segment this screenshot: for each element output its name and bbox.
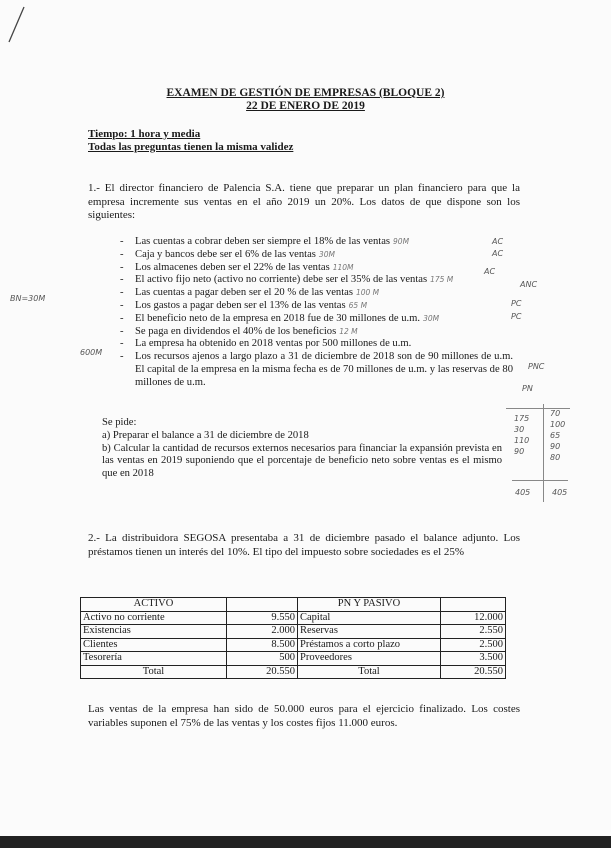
list-item: - Los gastos a pagar deben ser el 13% de las ventas 65 M: [118, 300, 513, 313]
question-1-intro: 1.- El director financiero de Palencia S.A. tiene que preparar un plan financiero para que la empresa incremente sus ventas en el año 2019 un 20%. Los datos de que dispone son los siguientes:: [88, 182, 520, 221]
margin-total-liabilities: 405: [552, 488, 568, 497]
question-1-tasks: [102, 417, 502, 481]
margin-rule: [506, 408, 570, 409]
list-item: - El beneficio neto de la empresa en 2018 fue de 30 millones de u.m. 30M: [118, 313, 513, 326]
validity-note: Todas las preguntas tienen la misma validez: [88, 141, 294, 153]
tasks-label: Se pide:: [102, 417, 137, 428]
list-item: - Los almacenes deben ser el 22% de las ventas 110M: [118, 262, 513, 275]
margin-sum-column-assets: 175 30 110 90: [514, 414, 530, 456]
table-row: Activo no corriente 9.550 Capital 12.000: [81, 611, 506, 625]
time-limit: Tiempo: 1 hora y media: [88, 128, 201, 140]
table-row: Existencias 2.000 Reservas 2.550: [81, 625, 506, 639]
balance-sheet-table: [80, 597, 506, 679]
table-row: Clientes 8.500 Préstamos a corto plazo 2.500: [81, 638, 506, 652]
assets-header: ACTIVO: [81, 598, 227, 612]
list-item: - La empresa ha obtenido en 2018 ventas por 500 millones de u.m.: [118, 338, 513, 351]
margin-total-assets: 405: [515, 488, 531, 497]
list-item: - Los recursos ajenos a largo plazo a 31 de diciembre de 2018 son de 90 millones de u.m. El capital de la empresa en la misma fecha es de 70 millones de u.m. y las reservas de 80 millones de u.m.: [118, 351, 513, 389]
margin-note-ventas: 600M: [80, 348, 103, 357]
list-item: - Las cuentas a cobrar deben ser siempre el 18% de las ventas 90M: [118, 236, 513, 249]
scan-edge-bar: [0, 836, 611, 848]
margin-note-bn: BN=30M: [10, 294, 46, 303]
table-row: Tesorería 500 Proveedores 3.500: [81, 652, 506, 666]
task-a: a) Preparar el balance a 31 de diciembre de 2018: [102, 429, 309, 441]
liabilities-total-label: Total: [298, 665, 441, 679]
question-2-intro: 2.- La distribuidora SEGOSA presentaba a 31 de diciembre pasado el balance adjunto. Los préstamos tienen un interés del 10%. El tipo del impuesto sobre sociedades es el 25%: [88, 532, 520, 558]
assets-total-label: Total: [81, 665, 227, 679]
margin-note-ac: AC: [484, 267, 496, 276]
margin-note-ac: AC: [492, 249, 504, 258]
list-item: - Las cuentas a pagar deben ser el 20 % de las ventas 100 M: [118, 287, 513, 300]
margin-note-pnc: PNC: [528, 362, 545, 371]
margin-note-ac: AC: [492, 237, 504, 246]
exam-title: EXAMEN DE GESTIÓN DE EMPRESAS (BLOQUE 2): [166, 87, 445, 99]
margin-rule: [543, 404, 544, 502]
corner-pen-stroke: [6, 4, 28, 44]
table-row: [81, 665, 506, 679]
list-item: - El activo fijo neto (activo no corriente) debe ser el 35% de las ventas 175 M: [118, 274, 513, 287]
question-2-outro: Las ventas de la empresa han sido de 50.000 euros para el ejercicio finalizado. Los costes variables suponen el 75% de las ventas y los costes fijos 11.000 euros.: [88, 703, 520, 729]
margin-sum-column-liabilities: 70 100 65 90 80: [550, 409, 566, 462]
table-row: [81, 598, 506, 612]
liabilities-header: PN Y PASIVO: [298, 598, 441, 612]
list-item: - Caja y bancos debe ser el 6% de las ventas 30M: [118, 249, 513, 262]
list-item: - Se paga en dividendos el 40% de los beneficios 12 M: [118, 326, 513, 339]
liabilities-total-value: 20.550: [441, 665, 506, 679]
assets-total-value: 20.550: [227, 665, 298, 679]
margin-note-anc: ANC: [520, 280, 538, 289]
task-b: b) Calcular la cantidad de recursos externos necesarios para financiar la expansión prevista en las ventas en 2019 suponiendo que el porcentaje de beneficio neto sobre ventas es el mismo que en 2018: [102, 442, 502, 480]
margin-note-pn: PN: [522, 384, 533, 393]
margin-note-pc: PC: [511, 299, 522, 308]
exam-date: 22 DE ENERO DE 2019: [246, 100, 365, 112]
question-1-data-list: [118, 236, 513, 390]
margin-rule: [512, 480, 568, 481]
margin-note-pc: PC: [511, 312, 522, 321]
